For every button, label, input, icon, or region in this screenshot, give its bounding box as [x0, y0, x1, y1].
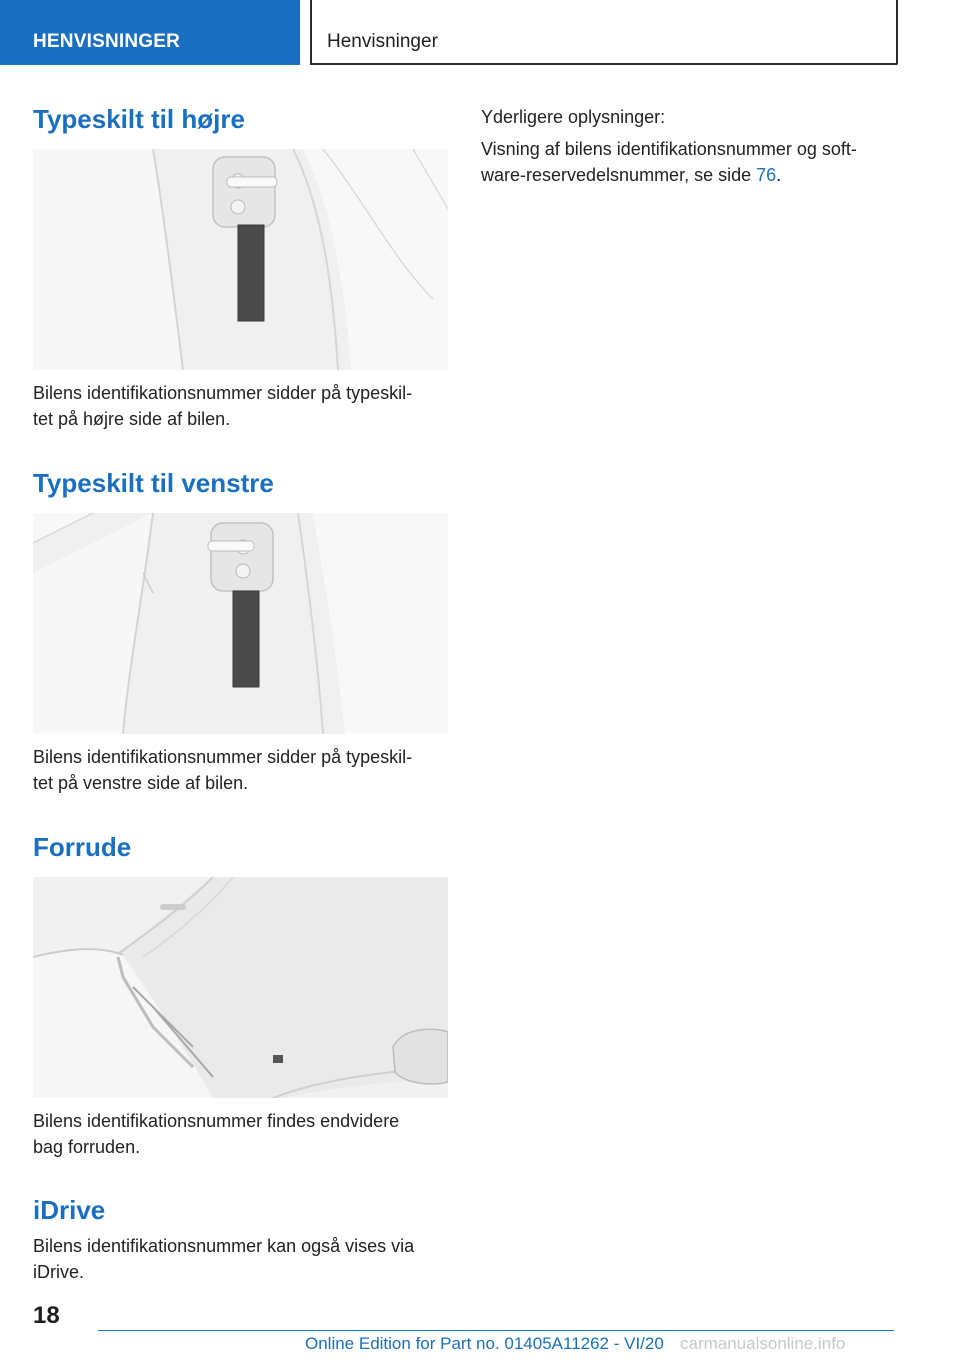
- chapter-title: Henvisninger: [327, 31, 438, 52]
- chapter-header: [310, 0, 898, 65]
- door-pillar-left-illustration: [33, 513, 448, 734]
- heading-typeskilt-hojre: Typeskilt til højre: [33, 104, 245, 134]
- windshield-illustration: [33, 877, 448, 1098]
- footer-divider: [98, 1330, 894, 1331]
- heading-forrude: Forrude: [33, 832, 132, 862]
- page-number: 18: [33, 1302, 60, 1329]
- footer-edition: Online Edition for Part no. 01405A11262 - VI/20: [305, 1334, 664, 1353]
- page-reference-link[interactable]: 76: [756, 165, 777, 185]
- heading-typeskilt-venstre: Typeskilt til venstre: [33, 468, 274, 498]
- section-tab: [0, 0, 300, 65]
- section-tab-label: HENVISNINGER: [33, 31, 181, 52]
- paragraph-idrive: Bilens identifikationsnummer kan også vises via iDrive.: [33, 1236, 415, 1282]
- caption-forrude: Bilens identifikationsnummer findes endvidere bag forruden.: [33, 1111, 400, 1157]
- right-column-paragraph: Visning af bilens identifikationsnummer og soft- ware-reservedelsnummer, se side 76.: [481, 139, 857, 185]
- caption-typeskilt-venstre: Bilens identifikationsnummer sidder på typeskil- tet på venstre side af bilen.: [33, 747, 413, 793]
- watermark: carmanualsonline.info: [680, 1334, 846, 1353]
- right-column-intro: Yderligere oplysninger:: [481, 107, 666, 127]
- door-pillar-right-illustration: [33, 149, 448, 370]
- caption-typeskilt-hojre: Bilens identifikationsnummer sidder på typeskil- tet på højre side af bilen.: [33, 383, 413, 429]
- figure-typeskilt-venstre: [33, 513, 448, 734]
- figure-typeskilt-hojre: [33, 149, 448, 370]
- figure-forrude: [33, 877, 448, 1098]
- heading-idrive: iDrive: [33, 1195, 106, 1225]
